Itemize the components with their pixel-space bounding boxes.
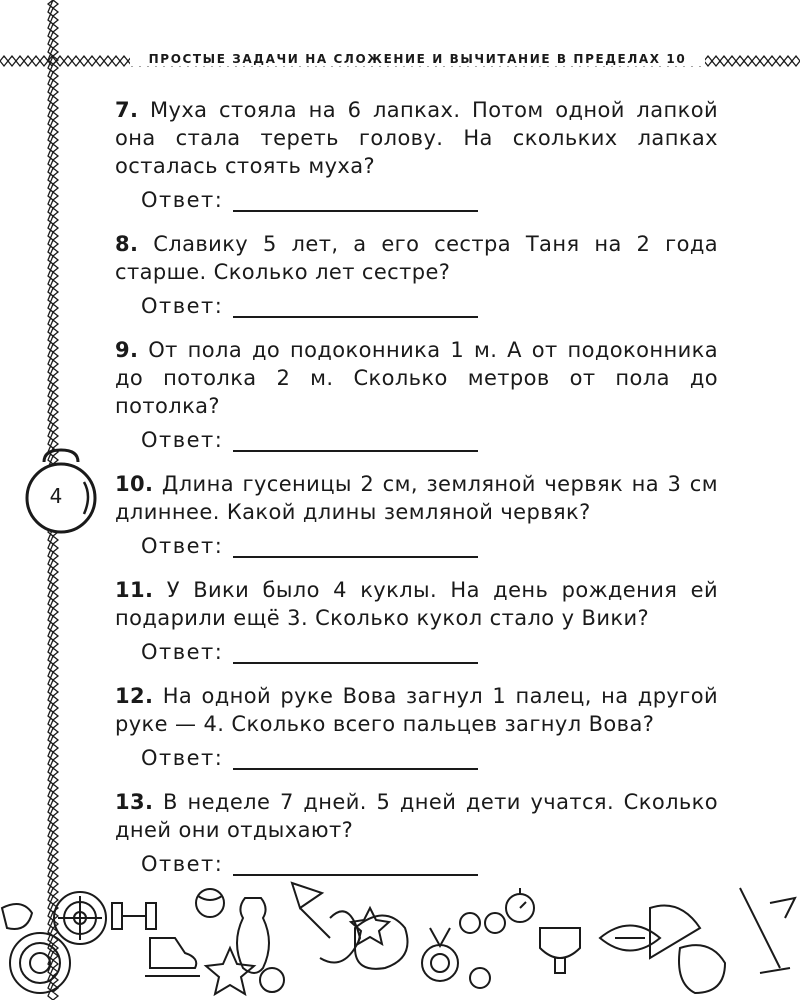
task-7	[115, 96, 718, 212]
answer-blank-line[interactable]	[233, 430, 478, 452]
task-text: На одной руке Вова загнул 1 палец, на другой руке — 4. Сколько всего пальцев загнул Вова?	[115, 684, 718, 736]
task-text: В неделе 7 дней. 5 дней дети учатся. Сколько дней они отдыхают?	[115, 790, 719, 842]
tennis-ball-icon	[196, 889, 224, 917]
task-text: Славику 5 лет, а его сестра Таня на 2 года старше. Сколько лет сестре?	[115, 232, 719, 284]
answer-label: Ответ:	[141, 428, 224, 452]
arrow-icon	[740, 888, 795, 973]
task-number: 7.	[115, 98, 139, 122]
answer-row	[115, 530, 718, 558]
task-number: 11.	[115, 578, 154, 602]
whistle-icon	[2, 904, 32, 929]
page-number: 4	[49, 484, 63, 508]
answer-blank-line[interactable]	[233, 536, 478, 558]
answer-row	[115, 290, 718, 318]
task-number: 9.	[115, 338, 139, 362]
medal-icon	[422, 928, 458, 981]
answer-blank-line[interactable]	[233, 296, 478, 318]
tennis-ball-icon	[460, 913, 505, 988]
task-number: 10.	[115, 472, 154, 496]
task-list	[115, 96, 718, 894]
target-icon	[54, 892, 106, 944]
task-12	[115, 682, 718, 770]
answer-label: Ответ:	[141, 852, 224, 876]
task-number: 13.	[115, 790, 154, 814]
answer-row	[115, 184, 718, 212]
answer-label: Ответ:	[141, 188, 224, 212]
task-number: 8.	[115, 232, 139, 256]
answer-row	[115, 636, 718, 664]
task-text: У Вики было 4 куклы. На день рождения ей подарили ещё 3. Сколько кукол стало у Вики?	[115, 578, 718, 630]
task-13	[115, 788, 718, 876]
answer-label: Ответ:	[141, 294, 224, 318]
sports-doodle-footer	[0, 868, 800, 1000]
answer-blank-line[interactable]	[233, 190, 478, 212]
task-10	[115, 470, 718, 558]
task-text: От пола до подоконника 1 м. А от подоконника до потолка 2 м. Сколько метров от пола до потолка?	[115, 338, 719, 418]
answer-label: Ответ:	[141, 534, 224, 558]
answer-label: Ответ:	[141, 640, 224, 664]
dumbbell-icon	[112, 903, 156, 929]
answer-label: Ответ:	[141, 746, 224, 770]
bowling-pin-icon	[237, 898, 284, 992]
task-text: Муха стояла на 6 лапках. Потом одной лапкой она стала тереть голову. На скольких лапках осталась стоять муха?	[115, 98, 718, 178]
sneaker-icon	[650, 906, 700, 959]
task-text: Длина гусеницы 2 см, земляной червяк на 3 см длиннее. Какой длины земляной червяк?	[115, 472, 718, 524]
answer-blank-line[interactable]	[233, 642, 478, 664]
star-icon	[351, 908, 389, 944]
skate-icon	[145, 938, 200, 976]
spiral-icon	[10, 933, 70, 993]
task-number: 12.	[115, 684, 154, 708]
task-8	[115, 230, 718, 318]
task-9	[115, 336, 718, 452]
answer-row	[115, 742, 718, 770]
trophy-icon	[540, 928, 580, 973]
section-title: ПРОСТЫЕ ЗАДАЧИ НА СЛОЖЕНИЕ И ВЫЧИТАНИЕ В ПРЕДЕЛАХ 10	[130, 52, 705, 66]
boxing-glove-icon	[679, 945, 725, 993]
answer-row	[115, 424, 718, 452]
task-11	[115, 576, 718, 664]
answer-blank-line[interactable]	[233, 748, 478, 770]
stopwatch-icon	[506, 888, 534, 922]
badminton-icon	[292, 883, 330, 938]
